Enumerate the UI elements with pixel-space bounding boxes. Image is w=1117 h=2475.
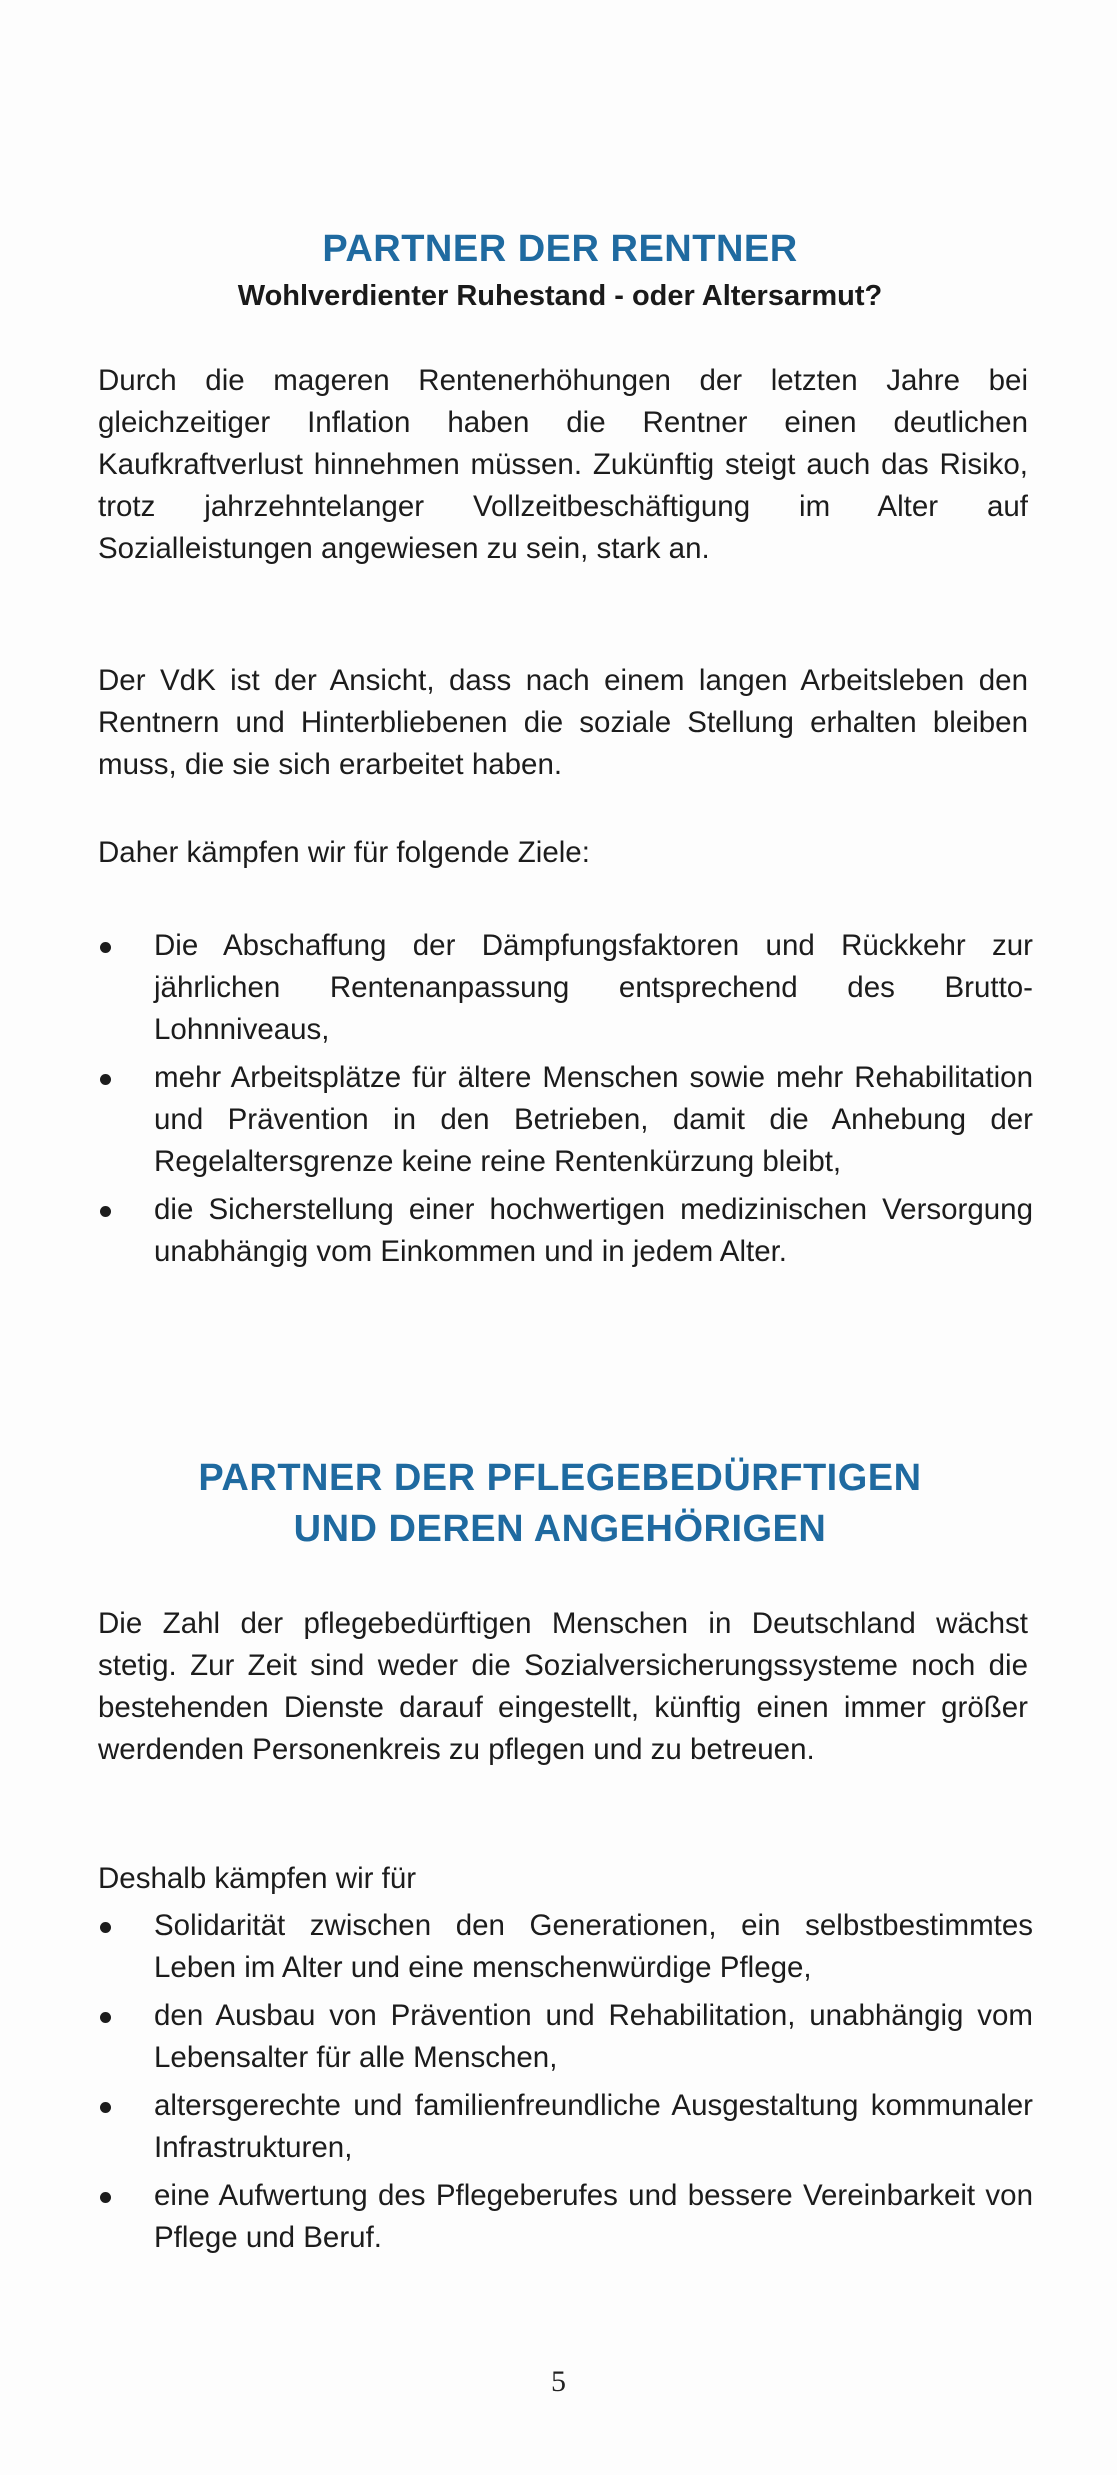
bullet-icon xyxy=(100,2102,111,2113)
list-item-text: die Sicherstellung einer hochwertigen medizinischen Versorgung unabhängig vom Einkommen und in jedem Alter. xyxy=(154,1193,1033,1268)
list-item xyxy=(98,1905,1033,1989)
list-item xyxy=(98,2085,1033,2169)
section-title-rentner: PARTNER DER RENTNER xyxy=(322,228,798,270)
page-number: 5 xyxy=(551,2365,566,2398)
bullet-icon xyxy=(100,1206,111,1217)
list-item-text: Solidarität zwischen den Generationen, ein selbstbestimmtes Leben im Alter und eine menschenwürdige Pflege, xyxy=(154,1909,1033,1984)
bullet-icon xyxy=(100,942,111,953)
list-item-text: mehr Arbeitsplätze für ältere Menschen sowie mehr Rehabilitation und Prävention in den Betrieben, damit die Anhebung der Regelaltersgrenze keine reine Rentenkürzung bleibt, xyxy=(154,1061,1033,1178)
list-item xyxy=(98,1057,1033,1183)
section-title-pflege-line2: UND DEREN ANGEHÖRIGEN xyxy=(293,1508,827,1550)
paragraph-rentner-intro: Durch die mageren Rentenerhöhungen der letzten Jahre bei gleichzeitiger Inflation haben die Rentner einen deutlichen Kaufkraftverlust hinnehmen müssen. Zukünftig steigt auch das Risiko, trotz jahrzehntelanger Vollzeitbeschäftigung im Alter auf Sozialleistungen angewiesen zu sein, stark an. xyxy=(98,364,1028,565)
paragraph-deshalb: Deshalb kämpfen wir für xyxy=(98,1862,417,1895)
list-item-text: den Ausbau von Prävention und Rehabilitation, unabhängig vom Lebensalter für alle Menschen, xyxy=(154,1999,1033,2074)
list-item-text: altersgerechte und familienfreundliche Ausgestaltung kommunaler Infrastrukturen, xyxy=(154,2089,1033,2164)
list-item xyxy=(98,2175,1033,2259)
paragraph-pflege-intro: Die Zahl der pflegebedürftigen Menschen in Deutschland wächst stetig. Zur Zeit sind weder die Sozialversicherungssysteme noch die bestehenden Dienste darauf eingestellt, künftig einen immer größer werdenden Personenkreis zu pflegen und zu betreuen. xyxy=(98,1607,1028,1766)
bullet-icon xyxy=(100,1922,111,1933)
bullet-icon xyxy=(100,1074,111,1085)
list-item xyxy=(98,1189,1033,1273)
bullet-icon xyxy=(100,2012,111,2023)
section-title-pflege-line1: PARTNER DER PFLEGEBEDÜRFTIGEN xyxy=(198,1457,922,1499)
list-item-text: eine Aufwertung des Pflegeberufes und bessere Vereinbarkeit von Pflege und Beruf. xyxy=(154,2179,1033,2254)
paragraph-ziele-intro: Daher kämpfen wir für folgende Ziele: xyxy=(98,836,590,869)
section-subtitle-rentner: Wohlverdienter Ruhestand - oder Altersarmut? xyxy=(237,280,883,312)
bullet-list-pflege xyxy=(98,1905,1033,2265)
list-item xyxy=(98,925,1033,1051)
list-item xyxy=(98,1995,1033,2079)
bullet-icon xyxy=(100,2192,111,2203)
bullet-list-rentner xyxy=(98,925,1033,1279)
paragraph-vdk-ansicht: Der VdK ist der Ansicht, dass nach einem langen Arbeitsleben den Rentnern und Hinterbliebenen die soziale Stellung erhalten bleiben muss, die sie sich erarbeitet haben. xyxy=(98,664,1028,781)
list-item-text: Die Abschaffung der Dämpfungsfaktoren und Rückkehr zur jährlichen Rentenanpassung entsprechend des Brutto-Lohnniveaus, xyxy=(154,929,1033,1046)
